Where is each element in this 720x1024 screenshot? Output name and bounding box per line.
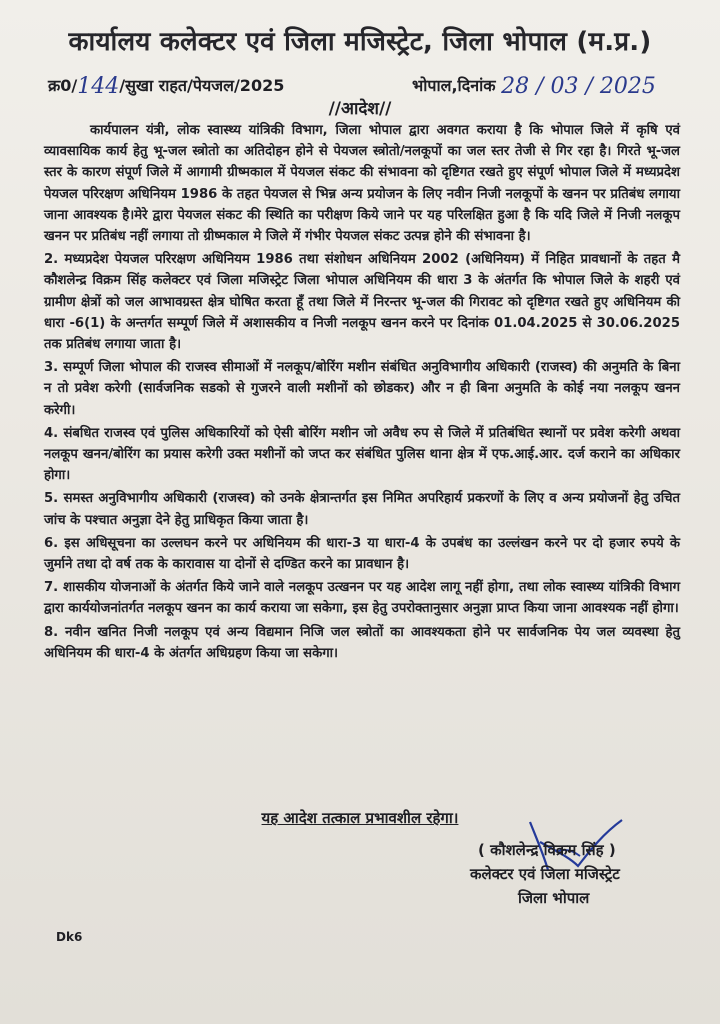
order-body <box>44 120 680 666</box>
footer-code: Dk6 <box>56 930 83 944</box>
order-heading: //आदेश// <box>328 99 392 119</box>
paragraph-2: 2. मध्यप्रदेश पेयजल परिरक्षण अधिनियम 1986 तथा संशोधन अधिनियम 2002 (अधिनियम) में निहित प्रावधानों के तहत मै कौशलेन्द्र विक्रम सिंह कलेक्टर एवं जिला मजिस्ट्रेट जिला भोपाल अधिनियम की धारा 3 के अंतर्गत कि भोपाल जिले के शहरी एवं ग्रामीण क्षेत्रों को जल आभावग्रस्त क्षेत्र घोषित करता हूँ तथा जिले में निरन्तर भू-जल की गिरावट को दृष्टिगत रखते हुए अधिनियम की धारा -6(1) के अन्तर्गत सम्पूर्ण जिले में अशासकीय व निजी नलकूप खनन करने पर दिनांक 01.04.2025 से 30.06.2025 तक प्रतिबंध लगाया जाता है। <box>44 252 680 353</box>
signatory-designation: कलेक्टर एवं जिला मजिस्ट्रेट <box>470 865 620 883</box>
signatory-office: जिला भोपाल <box>518 889 590 907</box>
closing-text: यह आदेश तत्काल प्रभावशील रहेगा। <box>261 809 459 827</box>
reference-handwritten-number: 144 <box>77 74 120 99</box>
paragraph-8: 8. नवीन खनित निजी नलकूप एवं अन्य विद्यमान निजि जल स्त्रोतों का आवश्यकता होने पर सार्वजनिक पेय जल व्यवस्था हेतु अधिनियम की धारा-4 के अंतर्गत अधिग्रहण किया जा सकेगा। <box>44 624 680 661</box>
office-header-title: कार्यालय कलेक्टर एवं जिला मजिस्ट्रेट, जिला भोपाल (म.प्र.) <box>68 27 652 57</box>
date-label: भोपाल,दिनांक <box>412 76 496 95</box>
reference-prefix: क्र0/ <box>48 76 78 95</box>
paragraph-5: 5. समस्त अनुविभागीय अधिकारी (राजस्व) को उनके क्षेत्रान्तर्गत इस निमित अपरिहार्य प्रकरणों के लिए व अन्य प्रयोजनों हेतु उचित जांच के पश्चात अनुज्ञा देने हेतु प्राधिकृत किया जाता है। <box>44 491 680 528</box>
signatory-block <box>470 838 700 910</box>
signatory-name: ( कौशलेन्द्र विक्रम सिंह ) <box>478 841 616 859</box>
paragraph-1: कार्यपालन यंत्री, लोक स्वास्थ्य यांत्रिकी विभाग, जिला भोपाल द्वारा अवगत कराया है कि भोपाल जिले में कृषि एवं व्यावसायिक कार्य हेतु भू-जल स्त्रोतो का अतिदोहन होने से पेयजल स्त्रोतो/नलकूपों का जल स्तर तेजी से गिर रहा है। गिरते भू-जल स्तर के कारण संपूर्ण जिले में आगामी ग्रीष्मकाल में पेयजल संकट की संभावना को दृष्टिगत रखते हुए संपूर्ण भोपाल जिले में मध्यप्रदेश पेयजल परिरक्षण अधिनियम 1986 के तहत पेयजल से भिन्न अन्य प्रयोजन के लिए नवीन निजी नलकूपों के खनन पर प्रतिबंध लगाया जाना आवश्यक है।मेरे द्वारा पेयजल संकट की स्थिति का परीक्षण किये जाने पर यह परिलक्षित हुआ है कि यदि जिले में निजी नलकूप खनन पर प्रतिबंध नहीं लगाया तो ग्रीष्मकाल मे जिले में गंभीर पेयजल संकट उत्पन्न होने की संभावना है। <box>44 123 680 245</box>
paragraph-3: 3. सम्पूर्ण जिला भोपाल की राजस्व सीमाओं में नलकूप/बोरिंग मशीन संबंधित अनुविभागीय अधिकारी (राजस्व) की अनुमति के बिना न तो प्रवेश करेगी (सार्वजनिक सडको से गुजरने वाली मशीनों को छोडकर) और न ही बिना अनुमति के कोई नया नलकूप खनन करेगी। <box>44 360 680 418</box>
paragraph-6: 6. इस अधिसूचना का उल्लघन करने पर अधिनियम की धारा-3 या धारा-4 के उपबंध का उल्लंखन करने पर दो हजार रुपये के जुर्माने तथा दो वर्ष तक के कारावास या दोनों से दण्डित करने का प्रावधान है। <box>44 535 680 573</box>
paragraph-7: 7. शासकीय योजनाओं के अंतर्गत किये जाने वाले नलकूप उत्खनन पर यह आदेश लागू नहीं होगा, तथा लोक स्वास्थ्य यांत्रिकी विभाग द्वारा कार्ययोजनांतर्गत नलकूप खनन का कार्य कराया जा सकेगा, इस हेतु उपरोक्तानुसार अनुज्ञा प्राप्त किया जाना आवश्यक नहीं होगा। <box>44 580 680 617</box>
paragraph-4: 4. संबधित राजस्व एवं पुलिस अधिकारियों को ऐसी बोरिंग मशीन जो अवैध रुप से जिले में प्रतिबंधित स्थानों पर प्रवेश करेगी अथवा नलकूप खनन/बोरिंग का प्रयास करेगी उक्त मशीनों को जप्त कर संबंधित पुलिस थाना क्षेत्र में एफ.आई.आर. दर्ज कराने का अधिकार होगा। <box>44 425 680 484</box>
date-handwritten-value: 28 / 03 / 2025 <box>501 74 656 99</box>
reference-suffix: /सुखा राहत/पेयजल/2025 <box>119 76 285 95</box>
